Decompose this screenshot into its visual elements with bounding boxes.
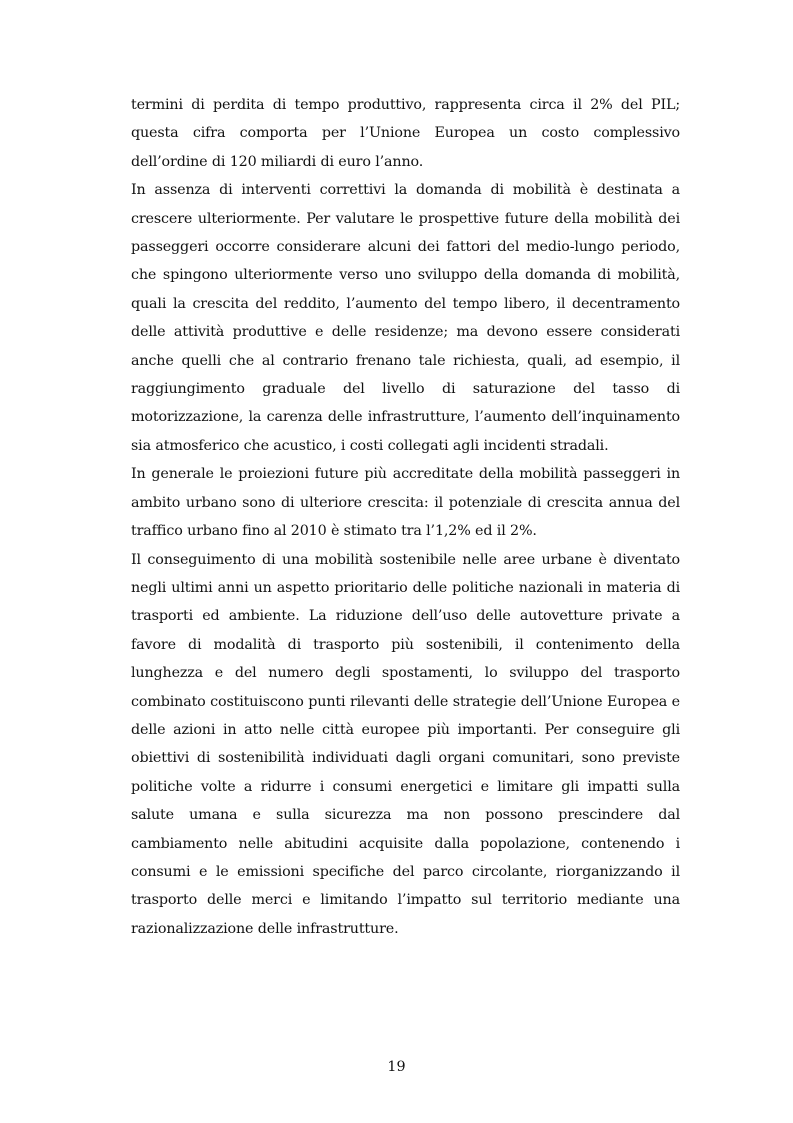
paragraph-2: In assenza di interventi correttivi la domanda di mobilità è destinata a crescere ulteriormente. Per valutare le prospettive future della mobilità dei passeggeri occorre considerare alcuni dei fattori del medio-lungo periodo, che spingono ulteriormente verso uno sviluppo della domanda di mobilità, quali la crescita del reddito, l’aumento del tempo libero, il decentramento delle attività produttive e delle residenze; ma devono essere considerati anche quelli che al contrario frenano tale richiesta, quali, ad esempio, il raggiungimento graduale del livello di saturazione del tasso di motorizzazione, la carenza delle infrastrutture, l’aumento dell’inquinamento sia atmosferico che acustico, i costi collegati agli incidenti stradali.: [131, 182, 680, 454]
paragraph-3: In generale le proiezioni future più accreditate della mobilità passeggeri in ambito urbano sono di ulteriore crescita: il potenziale di crescita annua del traffico urbano fino al 2010 è stimato tra l’1,2% ed il 2%.: [131, 466, 680, 540]
paragraph-1: termini di perdita di tempo produttivo, rappresenta circa il 2% del PIL; questa cifra comporta per l’Unione Europea un costo complessivo dell’ordine di 120 miliardi di euro l’anno.: [131, 97, 680, 170]
page-body: [131, 91, 680, 943]
page-number: 19: [387, 1059, 406, 1075]
paragraph-4: Il conseguimento di una mobilità sostenibile nelle aree urbane è diventato negli ultimi anni un aspetto prioritario delle politiche nazionali in materia di trasporti ed ambiente. La riduzione dell’uso delle autovetture private a favore di modalità di trasporto più sostenibili, il contenimento della lunghezza e del numero degli spostamenti, lo sviluppo del trasporto combinato costituiscono punti rilevanti delle strategie dell’Unione Europea e delle azioni in atto nelle città europee più importanti. Per conseguire gli obiettivi di sostenibilità individuati dagli organi comunitari, sono previste politiche volte a ridurre i consumi energetici e limitare gli impatti sulla salute umana e sulla sicurezza ma non possono prescindere dal cambiamento nelle abitudini acquisite dalla popolazione, contenendo i consumi e le emissioni specifiche del parco circolante, riorganizzando il trasporto delle merci e limitando l’impatto sul territorio mediante una razionalizzazione delle infrastrutture.: [131, 551, 680, 937]
